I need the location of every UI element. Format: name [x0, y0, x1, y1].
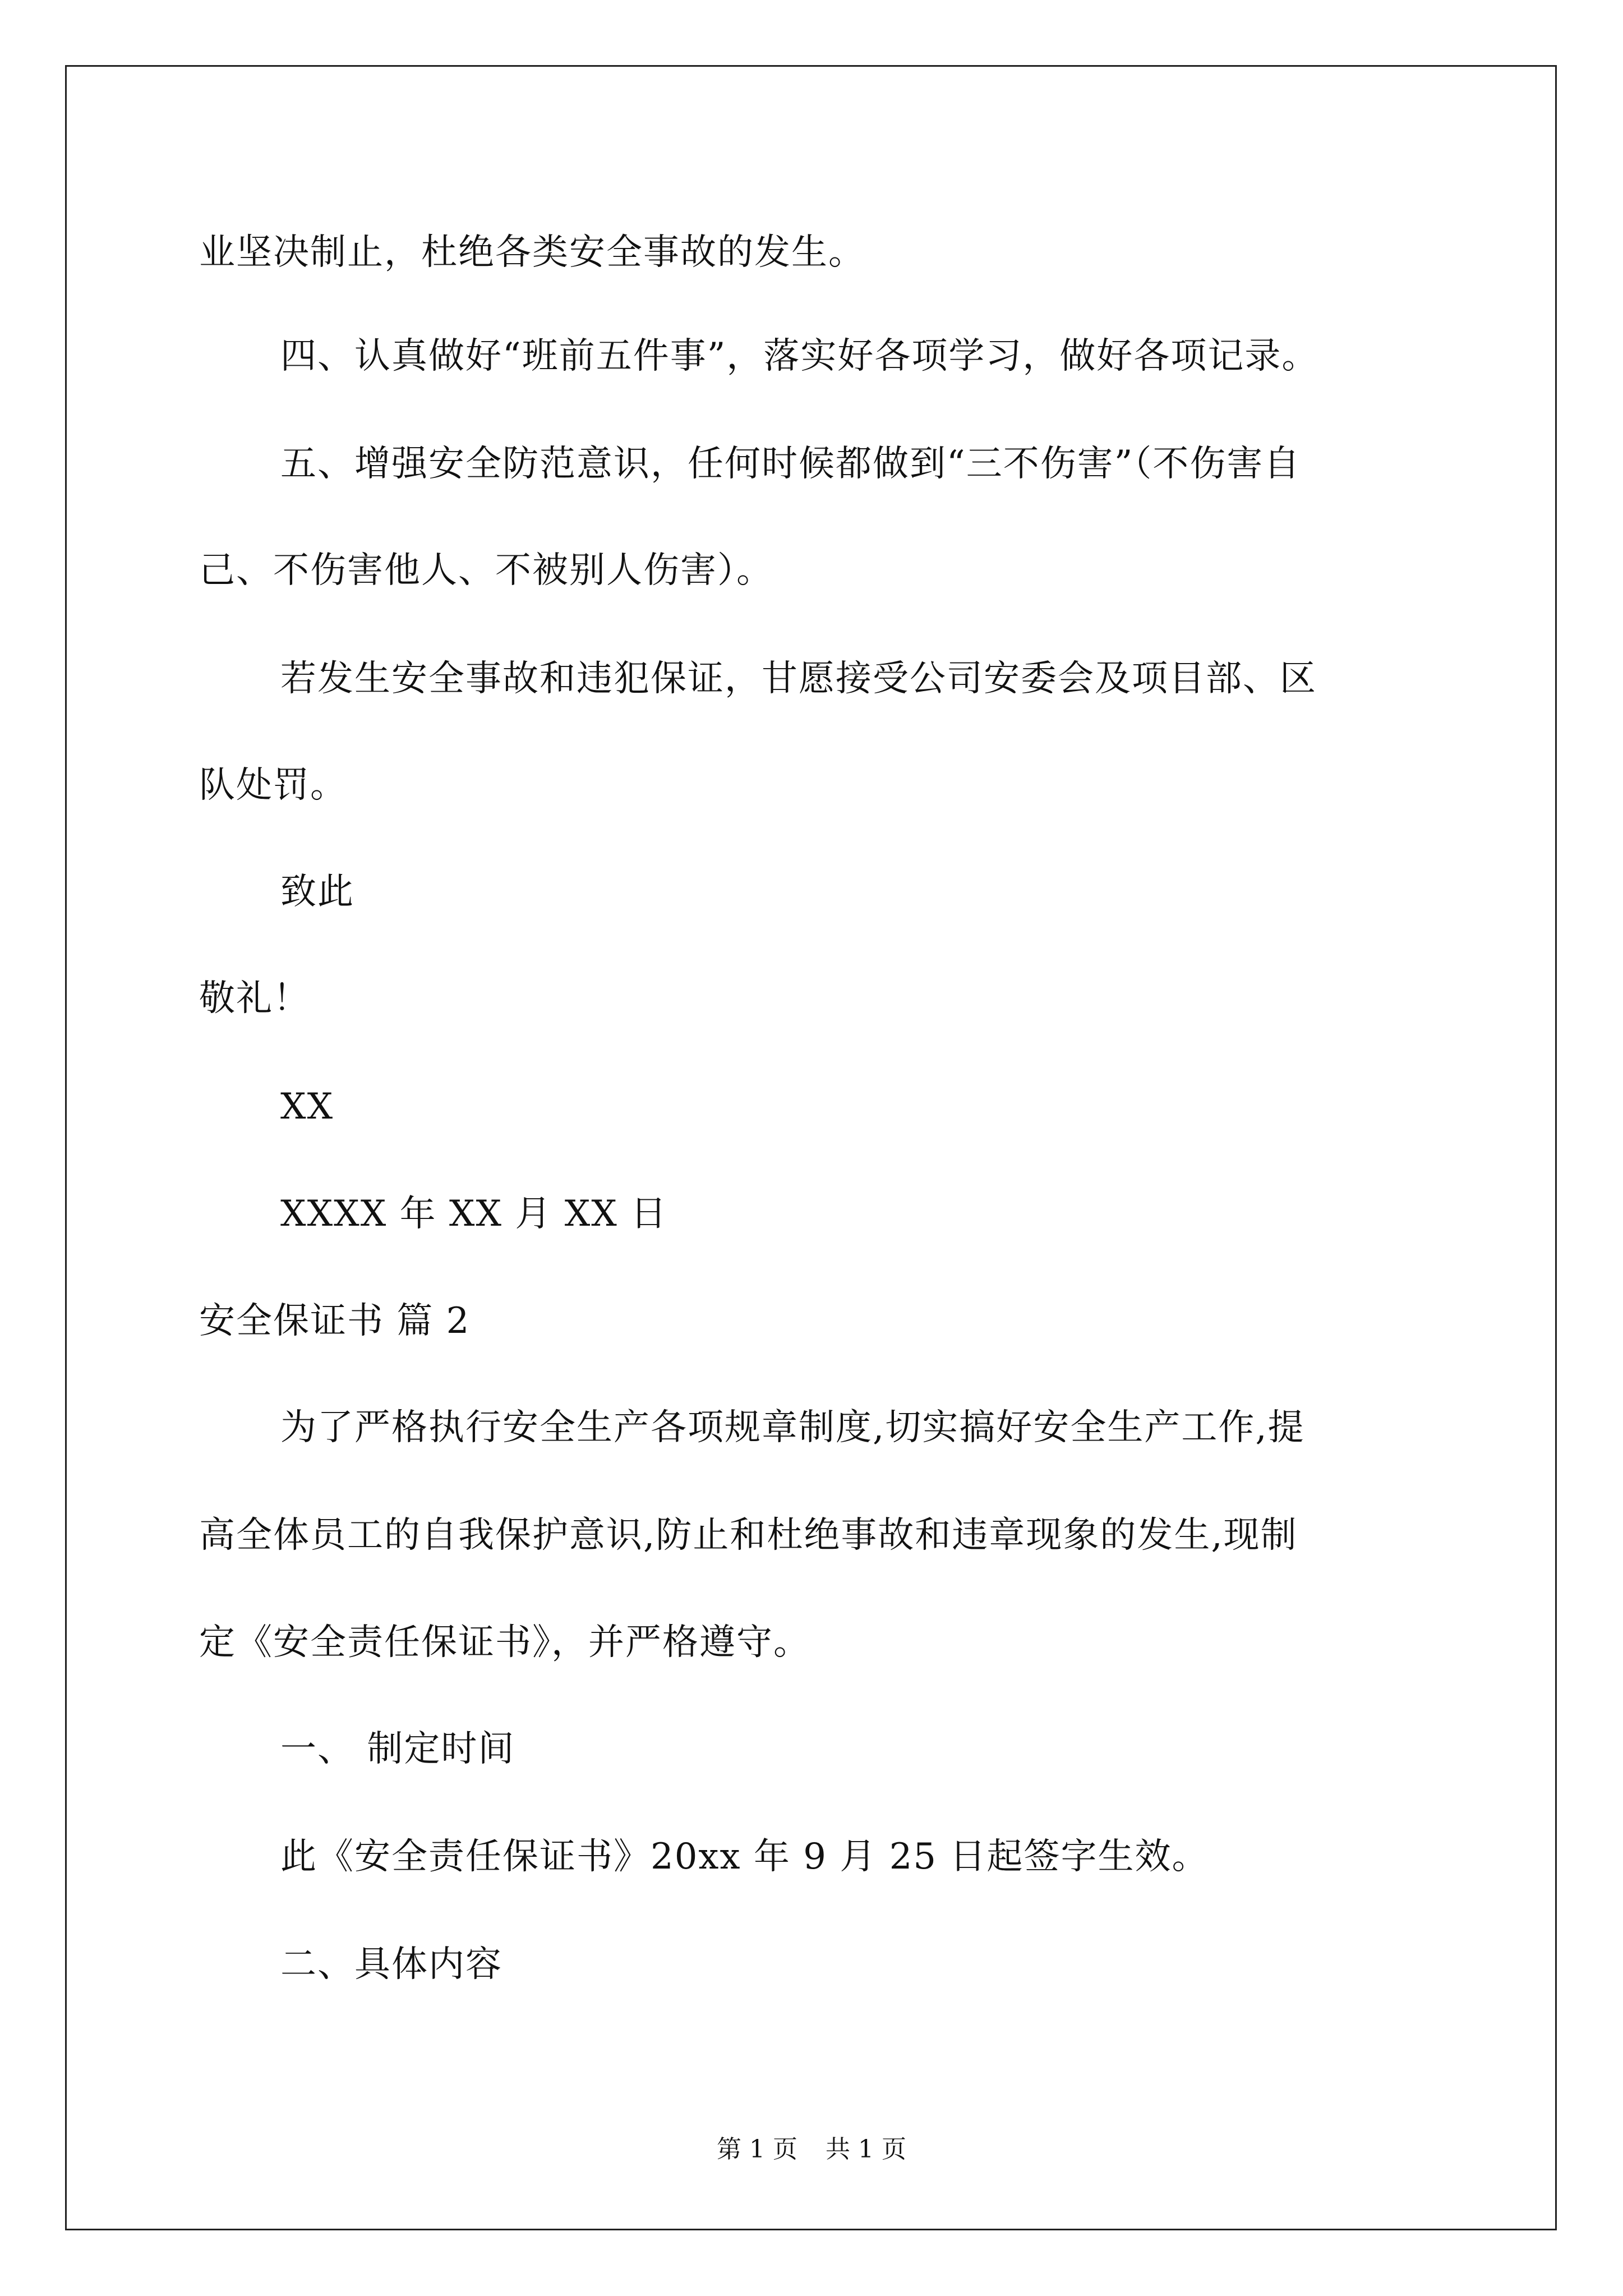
text-line: 己、不伤害他人、不被别人伤害）。: [199, 550, 773, 591]
text-line: 二、具体内容: [280, 1944, 502, 1985]
text-line: 为了严格执行安全生产各项规章制度,切实搞好安全生产工作,提: [280, 1407, 1305, 1448]
text-line: 致此: [280, 871, 354, 913]
text-line: 定《安全责任保证书》，并严格遵守。: [199, 1622, 810, 1663]
text-line: 业坚决制止，杜绝各类安全事故的发生。: [199, 232, 865, 273]
text-line: 高全体员工的自我保护意识,防止和杜绝事故和违章现象的发生,现制: [199, 1515, 1298, 1556]
text-line: 四、认真做好“班前五件事”，落实好各项学习，做好各项记录。: [280, 335, 1319, 377]
text-line: 一、 制定时间: [280, 1728, 515, 1770]
text-line: 队处罚。: [199, 765, 347, 806]
text-line: 五、增强安全防范意识，任何时候都做到“三不伤害”（不伤害自: [280, 443, 1301, 485]
page-border: [65, 65, 1557, 2230]
text-line: XXXX 年 XX 月 XX 日: [280, 1193, 668, 1235]
text-line: 敬礼！: [199, 978, 310, 1019]
text-line: XX: [280, 1086, 334, 1128]
text-line: 若发生安全事故和违犯保证，甘愿接受公司安委会及项目部、区: [280, 658, 1317, 700]
section-heading: 安全保证书 篇 2: [199, 1300, 471, 1342]
page-number-current: 第 1 页: [717, 2135, 797, 2164]
page-number-total: 共 1 页: [826, 2135, 906, 2164]
page-footer: [0, 2134, 1623, 2165]
text-line: 此《安全责任保证书》20xx 年 9 月 25 日起签字生效。: [280, 1836, 1209, 1878]
